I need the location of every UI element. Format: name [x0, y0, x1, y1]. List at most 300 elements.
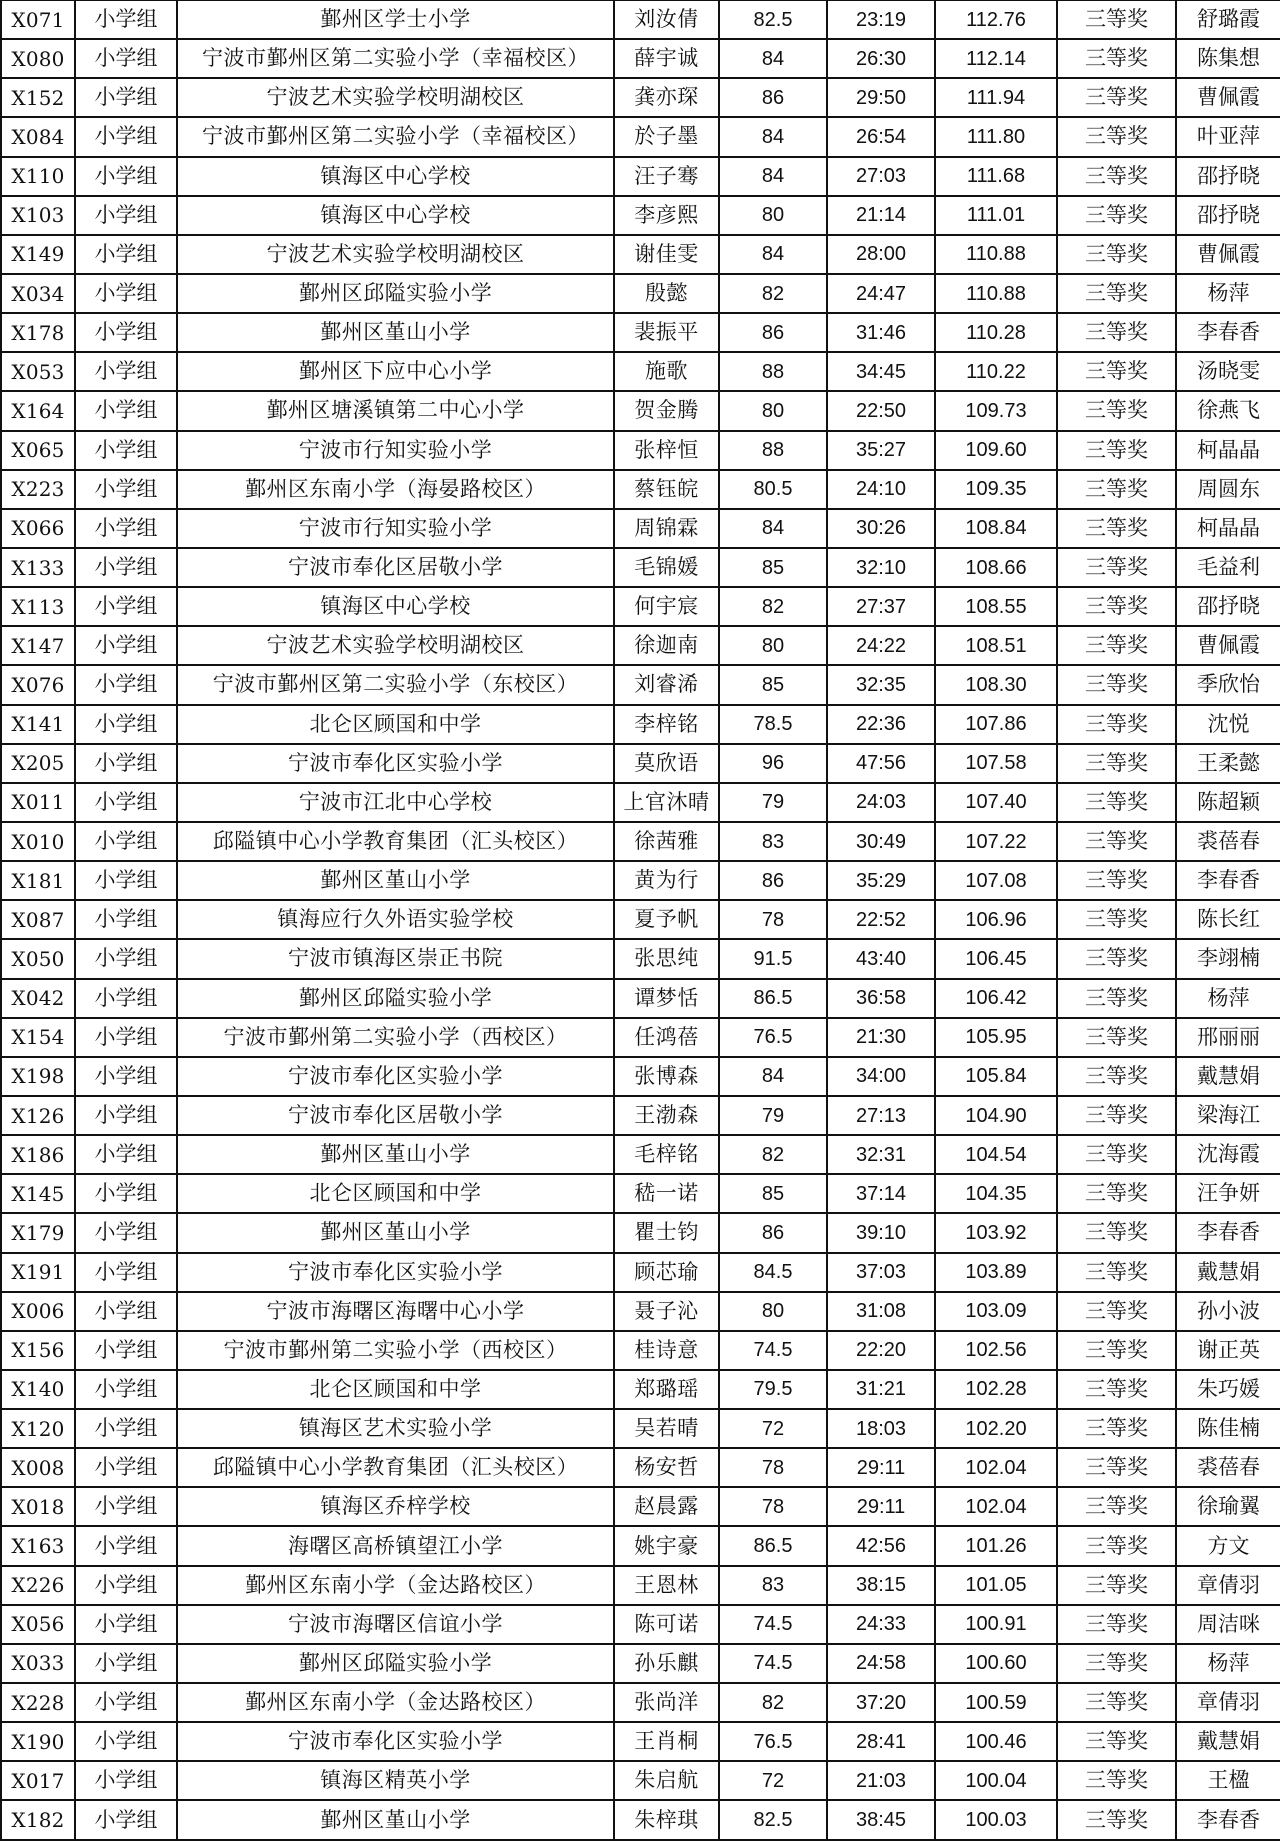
cell-award: 三等奖: [1057, 744, 1176, 783]
table-row: [1, 1370, 1280, 1409]
cell-id: X182: [1, 1800, 75, 1839]
table-row: [1, 1135, 1280, 1174]
cell-school: 宁波市行知实验小学: [177, 509, 614, 548]
cell-group: 小学组: [75, 1370, 177, 1409]
cell-school: 鄞州区堇山小学: [177, 1800, 614, 1839]
table-row: [1, 900, 1280, 939]
table-row: [1, 626, 1280, 665]
cell-student-name: 毛梓铭: [614, 1135, 719, 1174]
cell-teacher: 李春香: [1176, 861, 1280, 900]
cell-award: 三等奖: [1057, 1174, 1176, 1213]
cell-id: X226: [1, 1566, 75, 1605]
table-row: [1, 1018, 1280, 1057]
table-row: [1, 274, 1280, 313]
cell-time: 36:58: [827, 979, 935, 1018]
cell-school: 鄞州区堇山小学: [177, 313, 614, 352]
cell-id: X080: [1, 39, 75, 78]
cell-award: 三等奖: [1057, 979, 1176, 1018]
cell-group: 小学组: [75, 157, 177, 196]
cell-award: 三等奖: [1057, 391, 1176, 430]
cell-school: 宁波市鄞州区第二实验小学（东校区）: [177, 665, 614, 704]
cell-student-name: 刘睿浠: [614, 665, 719, 704]
cell-total: 103.92: [935, 1213, 1057, 1252]
cell-teacher: 戴慧娟: [1176, 1722, 1280, 1761]
cell-award: 三等奖: [1057, 509, 1176, 548]
cell-time: 31:08: [827, 1292, 935, 1331]
cell-award: 三等奖: [1057, 1370, 1176, 1409]
cell-teacher: 陈佳楠: [1176, 1409, 1280, 1448]
cell-score: 80: [719, 1292, 827, 1331]
table-row: [1, 1057, 1280, 1096]
cell-group: 小学组: [75, 1409, 177, 1448]
cell-time: 38:15: [827, 1566, 935, 1605]
cell-group: 小学组: [75, 1526, 177, 1565]
cell-score: 83: [719, 822, 827, 861]
cell-score: 91.5: [719, 939, 827, 978]
cell-student-name: 张思纯: [614, 939, 719, 978]
cell-teacher: 戴慧娟: [1176, 1057, 1280, 1096]
cell-id: X156: [1, 1331, 75, 1370]
cell-teacher: 陈长红: [1176, 900, 1280, 939]
cell-time: 24:03: [827, 783, 935, 822]
cell-total: 102.20: [935, 1409, 1057, 1448]
cell-school: 宁波市海曙区信谊小学: [177, 1605, 614, 1644]
cell-award: 三等奖: [1057, 587, 1176, 626]
cell-group: 小学组: [75, 78, 177, 117]
cell-score: 74.5: [719, 1605, 827, 1644]
cell-time: 29:50: [827, 78, 935, 117]
cell-school: 宁波市鄞州区第二实验小学（幸福校区）: [177, 39, 614, 78]
cell-teacher: 章倩羽: [1176, 1683, 1280, 1722]
cell-time: 32:31: [827, 1135, 935, 1174]
cell-school: 鄞州区东南小学（海晏路校区）: [177, 470, 614, 509]
results-table-body: [1, 1, 1280, 1840]
cell-award: 三等奖: [1057, 1448, 1176, 1487]
table-row: [1, 822, 1280, 861]
cell-group: 小学组: [75, 626, 177, 665]
table-row: [1, 235, 1280, 274]
cell-id: X087: [1, 900, 75, 939]
cell-school: 鄞州区邱隘实验小学: [177, 274, 614, 313]
table-row: [1, 1448, 1280, 1487]
cell-score: 84: [719, 1057, 827, 1096]
cell-student-name: 蔡钰皖: [614, 470, 719, 509]
cell-id: X018: [1, 1487, 75, 1526]
cell-teacher: 邵抒晓: [1176, 587, 1280, 626]
cell-school: 北仑区顾国和中学: [177, 1174, 614, 1213]
cell-teacher: 李翊楠: [1176, 939, 1280, 978]
cell-award: 三等奖: [1057, 1292, 1176, 1331]
cell-group: 小学组: [75, 783, 177, 822]
cell-time: 24:22: [827, 626, 935, 665]
cell-student-name: 黄为行: [614, 861, 719, 900]
cell-school: 鄞州区学士小学: [177, 1, 614, 40]
cell-score: 84.5: [719, 1253, 827, 1292]
cell-teacher: 周洁咪: [1176, 1605, 1280, 1644]
table-row: [1, 1761, 1280, 1800]
cell-time: 30:49: [827, 822, 935, 861]
cell-student-name: 瞿士钧: [614, 1213, 719, 1252]
cell-group: 小学组: [75, 1018, 177, 1057]
cell-award: 三等奖: [1057, 1096, 1176, 1135]
cell-group: 小学组: [75, 900, 177, 939]
cell-score: 85: [719, 1174, 827, 1213]
cell-teacher: 徐瑜翼: [1176, 1487, 1280, 1526]
cell-total: 109.35: [935, 470, 1057, 509]
cell-total: 105.95: [935, 1018, 1057, 1057]
table-row: [1, 548, 1280, 587]
cell-group: 小学组: [75, 548, 177, 587]
cell-school: 鄞州区东南小学（金达路校区）: [177, 1566, 614, 1605]
cell-award: 三等奖: [1057, 1135, 1176, 1174]
cell-school: 北仑区顾国和中学: [177, 705, 614, 744]
cell-school: 宁波市奉化区实验小学: [177, 744, 614, 783]
cell-group: 小学组: [75, 1057, 177, 1096]
cell-total: 100.60: [935, 1644, 1057, 1683]
cell-total: 109.60: [935, 431, 1057, 470]
cell-id: X205: [1, 744, 75, 783]
cell-award: 三等奖: [1057, 705, 1176, 744]
cell-score: 88: [719, 431, 827, 470]
cell-id: X228: [1, 1683, 75, 1722]
cell-school: 鄞州区堇山小学: [177, 861, 614, 900]
cell-school: 镇海区中心学校: [177, 157, 614, 196]
cell-time: 34:00: [827, 1057, 935, 1096]
cell-award: 三等奖: [1057, 900, 1176, 939]
cell-id: X126: [1, 1096, 75, 1135]
cell-total: 104.35: [935, 1174, 1057, 1213]
cell-student-name: 贺金腾: [614, 391, 719, 430]
cell-total: 100.04: [935, 1761, 1057, 1800]
cell-score: 78: [719, 900, 827, 939]
cell-teacher: 汤晓雯: [1176, 352, 1280, 391]
cell-score: 84: [719, 117, 827, 156]
cell-score: 82: [719, 587, 827, 626]
cell-student-name: 赵晨露: [614, 1487, 719, 1526]
cell-student-name: 顾芯瑜: [614, 1253, 719, 1292]
cell-student-name: 徐迦南: [614, 626, 719, 665]
cell-id: X152: [1, 78, 75, 117]
cell-school: 宁波市镇海区崇正书院: [177, 939, 614, 978]
cell-time: 35:27: [827, 431, 935, 470]
cell-group: 小学组: [75, 352, 177, 391]
cell-teacher: 曹佩霞: [1176, 78, 1280, 117]
cell-award: 三等奖: [1057, 1605, 1176, 1644]
cell-group: 小学组: [75, 1683, 177, 1722]
table-row: [1, 744, 1280, 783]
cell-score: 79: [719, 783, 827, 822]
table-row: [1, 1096, 1280, 1135]
cell-award: 三等奖: [1057, 1644, 1176, 1683]
cell-student-name: 王肖桐: [614, 1722, 719, 1761]
cell-teacher: 叶亚萍: [1176, 117, 1280, 156]
cell-group: 小学组: [75, 861, 177, 900]
cell-id: X113: [1, 587, 75, 626]
cell-total: 102.04: [935, 1487, 1057, 1526]
cell-total: 108.84: [935, 509, 1057, 548]
cell-group: 小学组: [75, 1213, 177, 1252]
cell-id: X190: [1, 1722, 75, 1761]
cell-total: 103.89: [935, 1253, 1057, 1292]
table-row: [1, 1566, 1280, 1605]
table-row: [1, 78, 1280, 117]
cell-student-name: 夏予帆: [614, 900, 719, 939]
cell-score: 79.5: [719, 1370, 827, 1409]
cell-teacher: 柯晶晶: [1176, 509, 1280, 548]
cell-score: 76.5: [719, 1722, 827, 1761]
cell-id: X034: [1, 274, 75, 313]
cell-school: 宁波市奉化区实验小学: [177, 1253, 614, 1292]
cell-teacher: 李春香: [1176, 313, 1280, 352]
cell-id: X133: [1, 548, 75, 587]
cell-student-name: 施歌: [614, 352, 719, 391]
cell-total: 104.54: [935, 1135, 1057, 1174]
table-row: [1, 665, 1280, 704]
cell-school: 鄞州区塘溪镇第二中心小学: [177, 391, 614, 430]
cell-time: 21:30: [827, 1018, 935, 1057]
cell-id: X191: [1, 1253, 75, 1292]
cell-group: 小学组: [75, 313, 177, 352]
cell-id: X120: [1, 1409, 75, 1448]
cell-award: 三等奖: [1057, 1409, 1176, 1448]
cell-school: 鄞州区邱隘实验小学: [177, 1644, 614, 1683]
cell-score: 86: [719, 313, 827, 352]
table-row: [1, 1253, 1280, 1292]
cell-group: 小学组: [75, 744, 177, 783]
cell-id: X103: [1, 196, 75, 235]
cell-time: 21:03: [827, 1761, 935, 1800]
cell-total: 112.76: [935, 1, 1057, 40]
cell-time: 39:10: [827, 1213, 935, 1252]
cell-time: 26:30: [827, 39, 935, 78]
table-row: [1, 1683, 1280, 1722]
table-row: [1, 1800, 1280, 1839]
cell-teacher: 王楹: [1176, 1761, 1280, 1800]
table-row: [1, 313, 1280, 352]
cell-student-name: 张博森: [614, 1057, 719, 1096]
cell-group: 小学组: [75, 196, 177, 235]
cell-score: 74.5: [719, 1331, 827, 1370]
cell-time: 22:52: [827, 900, 935, 939]
cell-teacher: 陈集想: [1176, 39, 1280, 78]
cell-score: 86: [719, 861, 827, 900]
cell-time: 22:50: [827, 391, 935, 430]
cell-teacher: 戴慧娟: [1176, 1253, 1280, 1292]
cell-id: X198: [1, 1057, 75, 1096]
cell-student-name: 张梓恒: [614, 431, 719, 470]
table-row: [1, 1292, 1280, 1331]
cell-student-name: 姚宇豪: [614, 1526, 719, 1565]
cell-group: 小学组: [75, 1487, 177, 1526]
cell-teacher: 杨萍: [1176, 274, 1280, 313]
cell-teacher: 王柔懿: [1176, 744, 1280, 783]
cell-time: 42:56: [827, 1526, 935, 1565]
cell-group: 小学组: [75, 1331, 177, 1370]
table-row: [1, 587, 1280, 626]
cell-award: 三等奖: [1057, 313, 1176, 352]
cell-award: 三等奖: [1057, 1683, 1176, 1722]
cell-total: 101.05: [935, 1566, 1057, 1605]
cell-award: 三等奖: [1057, 626, 1176, 665]
cell-total: 112.14: [935, 39, 1057, 78]
cell-school: 邱隘镇中心小学教育集团（汇头校区）: [177, 822, 614, 861]
cell-student-name: 谭梦恬: [614, 979, 719, 1018]
cell-teacher: 毛益利: [1176, 548, 1280, 587]
cell-teacher: 章倩羽: [1176, 1566, 1280, 1605]
cell-award: 三等奖: [1057, 548, 1176, 587]
cell-id: X050: [1, 939, 75, 978]
cell-time: 24:47: [827, 274, 935, 313]
table-row: [1, 861, 1280, 900]
cell-id: X042: [1, 979, 75, 1018]
cell-time: 21:14: [827, 196, 935, 235]
cell-total: 100.46: [935, 1722, 1057, 1761]
cell-school: 镇海区中心学校: [177, 587, 614, 626]
cell-total: 111.94: [935, 78, 1057, 117]
cell-award: 三等奖: [1057, 783, 1176, 822]
cell-id: X140: [1, 1370, 75, 1409]
cell-time: 35:29: [827, 861, 935, 900]
table-row: [1, 1213, 1280, 1252]
cell-total: 111.01: [935, 196, 1057, 235]
cell-score: 80: [719, 196, 827, 235]
cell-school: 海曙区高桥镇望江小学: [177, 1526, 614, 1565]
cell-student-name: 莫欣语: [614, 744, 719, 783]
cell-total: 106.96: [935, 900, 1057, 939]
cell-student-name: 孙乐麒: [614, 1644, 719, 1683]
cell-teacher: 杨萍: [1176, 1644, 1280, 1683]
cell-total: 102.56: [935, 1331, 1057, 1370]
table-row: [1, 470, 1280, 509]
cell-teacher: 裘蓓春: [1176, 822, 1280, 861]
cell-group: 小学组: [75, 470, 177, 509]
cell-school: 镇海应行久外语实验学校: [177, 900, 614, 939]
cell-total: 102.28: [935, 1370, 1057, 1409]
cell-score: 85: [719, 548, 827, 587]
cell-school: 宁波市海曙区海曙中心小学: [177, 1292, 614, 1331]
cell-award: 三等奖: [1057, 274, 1176, 313]
cell-teacher: 沈海霞: [1176, 1135, 1280, 1174]
cell-total: 107.58: [935, 744, 1057, 783]
cell-student-name: 聂子沁: [614, 1292, 719, 1331]
cell-group: 小学组: [75, 274, 177, 313]
cell-group: 小学组: [75, 1605, 177, 1644]
cell-total: 107.40: [935, 783, 1057, 822]
cell-group: 小学组: [75, 705, 177, 744]
cell-score: 85: [719, 665, 827, 704]
cell-school: 宁波艺术实验学校明湖校区: [177, 235, 614, 274]
cell-group: 小学组: [75, 822, 177, 861]
cell-teacher: 舒璐霞: [1176, 1, 1280, 40]
cell-id: X053: [1, 352, 75, 391]
cell-teacher: 邵抒晓: [1176, 196, 1280, 235]
cell-id: X163: [1, 1526, 75, 1565]
cell-group: 小学组: [75, 979, 177, 1018]
cell-time: 22:36: [827, 705, 935, 744]
cell-total: 108.55: [935, 587, 1057, 626]
cell-total: 100.91: [935, 1605, 1057, 1644]
cell-total: 106.45: [935, 939, 1057, 978]
cell-award: 三等奖: [1057, 196, 1176, 235]
cell-award: 三等奖: [1057, 1526, 1176, 1565]
cell-award: 三等奖: [1057, 431, 1176, 470]
cell-student-name: 王渤森: [614, 1096, 719, 1135]
cell-id: X223: [1, 470, 75, 509]
cell-award: 三等奖: [1057, 861, 1176, 900]
cell-student-name: 朱梓琪: [614, 1800, 719, 1839]
cell-school: 鄞州区堇山小学: [177, 1135, 614, 1174]
cell-award: 三等奖: [1057, 470, 1176, 509]
cell-teacher: 柯晶晶: [1176, 431, 1280, 470]
cell-time: 22:20: [827, 1331, 935, 1370]
cell-time: 27:13: [827, 1096, 935, 1135]
cell-student-name: 张尚洋: [614, 1683, 719, 1722]
cell-teacher: 徐燕飞: [1176, 391, 1280, 430]
cell-award: 三等奖: [1057, 157, 1176, 196]
cell-group: 小学组: [75, 39, 177, 78]
cell-student-name: 李彦熙: [614, 196, 719, 235]
cell-total: 103.09: [935, 1292, 1057, 1331]
cell-id: X076: [1, 665, 75, 704]
cell-student-name: 何宇宸: [614, 587, 719, 626]
table-row: [1, 352, 1280, 391]
cell-school: 宁波市奉化区居敬小学: [177, 1096, 614, 1135]
cell-score: 86: [719, 78, 827, 117]
cell-award: 三等奖: [1057, 78, 1176, 117]
cell-award: 三等奖: [1057, 665, 1176, 704]
cell-award: 三等奖: [1057, 117, 1176, 156]
cell-score: 82.5: [719, 1800, 827, 1839]
cell-score: 82.5: [719, 1, 827, 40]
cell-award: 三等奖: [1057, 352, 1176, 391]
cell-school: 宁波市奉化区居敬小学: [177, 548, 614, 587]
cell-score: 86: [719, 1213, 827, 1252]
table-row: [1, 196, 1280, 235]
cell-total: 110.28: [935, 313, 1057, 352]
cell-score: 96: [719, 744, 827, 783]
cell-time: 38:45: [827, 1800, 935, 1839]
cell-group: 小学组: [75, 1566, 177, 1605]
cell-student-name: 陈可诺: [614, 1605, 719, 1644]
cell-student-name: 殷懿: [614, 274, 719, 313]
cell-time: 27:03: [827, 157, 935, 196]
table-row: [1, 705, 1280, 744]
cell-award: 三等奖: [1057, 1566, 1176, 1605]
cell-group: 小学组: [75, 1096, 177, 1135]
cell-student-name: 汪子骞: [614, 157, 719, 196]
cell-group: 小学组: [75, 1448, 177, 1487]
table-row: [1, 979, 1280, 1018]
table-row: [1, 157, 1280, 196]
table-row: [1, 1409, 1280, 1448]
cell-total: 107.08: [935, 861, 1057, 900]
cell-time: 26:54: [827, 117, 935, 156]
cell-total: 100.03: [935, 1800, 1057, 1839]
cell-teacher: 陈超颖: [1176, 783, 1280, 822]
cell-group: 小学组: [75, 1644, 177, 1683]
cell-score: 82: [719, 274, 827, 313]
table-row: [1, 431, 1280, 470]
cell-teacher: 谢正英: [1176, 1331, 1280, 1370]
cell-student-name: 桂诗意: [614, 1331, 719, 1370]
cell-time: 30:26: [827, 509, 935, 548]
cell-time: 27:37: [827, 587, 935, 626]
cell-total: 105.84: [935, 1057, 1057, 1096]
cell-score: 72: [719, 1409, 827, 1448]
cell-total: 111.68: [935, 157, 1057, 196]
cell-teacher: 曹佩霞: [1176, 235, 1280, 274]
cell-school: 镇海区乔梓学校: [177, 1487, 614, 1526]
